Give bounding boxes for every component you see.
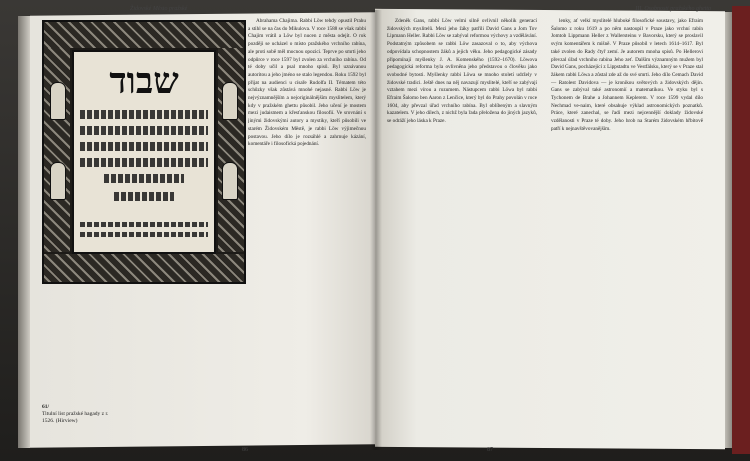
- hebrew-line: [80, 222, 208, 227]
- woodcut-title-page-image: [42, 20, 246, 284]
- body-text-col1: [387, 18, 537, 424]
- ornament-top: [44, 22, 244, 48]
- hebrew-line: [114, 192, 174, 201]
- page-number-right: 87: [487, 447, 493, 453]
- ornament-left: [44, 48, 70, 252]
- figure-left-upper: [50, 82, 66, 120]
- caption-number: 61/: [42, 404, 50, 410]
- running-header-left: Židovské Město pražské: [130, 6, 188, 12]
- paragraph: Zdeněk Gans, rabbi Löw velmi silně ovlivnil několik generací židovských myslitelů. Mezi jeho žáky patřili David Gans a Jom Tov Lipmann Heller. Rabbi Löw se zabýval reformou výchovy a vzdělávání. Podstatným způsobem se rabbi Löw zasazoval o to, aby výchova odpovídala schopnostem žáků a jejich věku. Jeho pedagogické zásady připomínají myšlenky J. A. Komenského (1592–1670). Löwova pedagogická reforma byla ovlivněna jeho představou o člověku jako svobodné bytosti. Myšlenky rabbi Löwa se mnoho století udržely v židovské tradici. Ještě dnes na něj navazují myslitelé, kteří se zabývají vztahem mezi vírou a rozumem. Nástupcem rabbi Löwa byl rabbi Efraim Šalomo ben Aaron z Lenčice, který byl do Prahy povolán v roce 1604, aby převzal úřad vrchního rabína. Byl oblíbeným a slavným kazatelem. V jeho dílech, z nichž byla řada přeložena do jiných jazyků, se odráží jeho láska k Praze.: [387, 18, 537, 125]
- hebrew-line: [80, 126, 208, 135]
- hebrew-title: שבוד: [109, 61, 179, 101]
- body-text-col2: [551, 18, 703, 424]
- paragraph: Abrahama Chajima. Rabbi Löw tehdy opustil Prahu a stihl se na čas do Mikulova. V roce 1588 se však rabbi Chajim vrátil a Löw byl nucen z města odejít. O rok později se ucházel o místo pražského vrchního rabína, ale proti sobě měl mocnou opozici. Teprve po smrti jeho odpůrce v roce 1597 byl zvolen za vrchního rabína. Od té doby učil a psal mnoho spisů. Byl uznávanou autoritou a jeho jméno se stalo legendou. Roku 1592 byl přijat na audienci u císaře Rudolfa II. Tématem této schůzky však zůstává mnohé nejasné. Rabbi Löw je nejvýznamnějším a nejoriginálnějším myslitelem, který kdy v pražském ghettu působil. Jeho učení je mostem mezi judaismem a křesťanskou filosofií. Ve srovnání s jinými židovskými autory a mystiky, kteří působili ve starém Židovském Městě, je rabbi Löw výjimečnou postavou. Jeho dílo je rozsáhlé a zahrnuje kázání, komentáře i filosofická pojednání.: [248, 18, 366, 148]
- figure-right-lower: [222, 162, 238, 200]
- hebrew-line: [80, 158, 208, 167]
- book-cover-edge: [732, 6, 750, 454]
- ornament-bottom: [44, 254, 244, 282]
- left-page-edges: [18, 16, 30, 448]
- hebrew-line: [80, 110, 208, 119]
- right-page-content: [375, 0, 725, 461]
- hebrew-line: [80, 232, 208, 237]
- running-header-right: III. Osobnosti pražského ghetta: [635, 6, 711, 12]
- body-text-left: [248, 18, 366, 414]
- figure-left-lower: [50, 162, 66, 200]
- caption-line: 1526. (Hirview): [42, 418, 78, 424]
- figure-right-upper: [222, 82, 238, 120]
- hebrew-line: [104, 174, 184, 183]
- page-number-left: 86: [242, 447, 248, 453]
- paragraph: lenky, ať velkí myslitelé hluboké filosofické soustavy, jako Efraim Šalomo z roku 1619 a po něm nastoupil v Praze jako vrchní rabín Jomtob Lippmann Heller z Wallersteinu v Bavorsku, který se proslavil svým komentářem k mišně. V Praze působil v letech 1614–1617. Byl také zvolen do Rady čtyř zemí. Je autorem mnoha spisů. Po Hellerovi převzal úřad vrchního rabína Jeho zeť. Dalším významným mužem byl David Gans, pocházející z Lippstadtu ve Vestfálsku, který se v Praze stal žákem rabbi Löwa a zůstal zde až do své smrti. Jeho dílo Cemach David — Ratolest Davidova — je kronikou světových a židovských dějin. Gans se zabýval také astronomií a matematikou. Ve styku byl s Tychonem de Brahe a Johannem Keplerem. V roce 1599 vydal dílo Nechmad ve-naim, které obsahuje výklad astronomických poznatků. Práce, které zanechal, se řadí mezi nejcennější doklady židovské vzdělanosti v Praze té doby. Jeho hrob na Starém židovském hřbitově patří k nejnavštěvovanějším.: [551, 18, 703, 132]
- ornament-right: [218, 48, 244, 252]
- hebrew-line: [80, 142, 208, 151]
- image-caption: [42, 404, 112, 425]
- left-page-content: [30, 0, 375, 461]
- caption-line: Titulní list pražské hagady z r.: [42, 411, 109, 417]
- woodcut-text-panel: [72, 50, 216, 254]
